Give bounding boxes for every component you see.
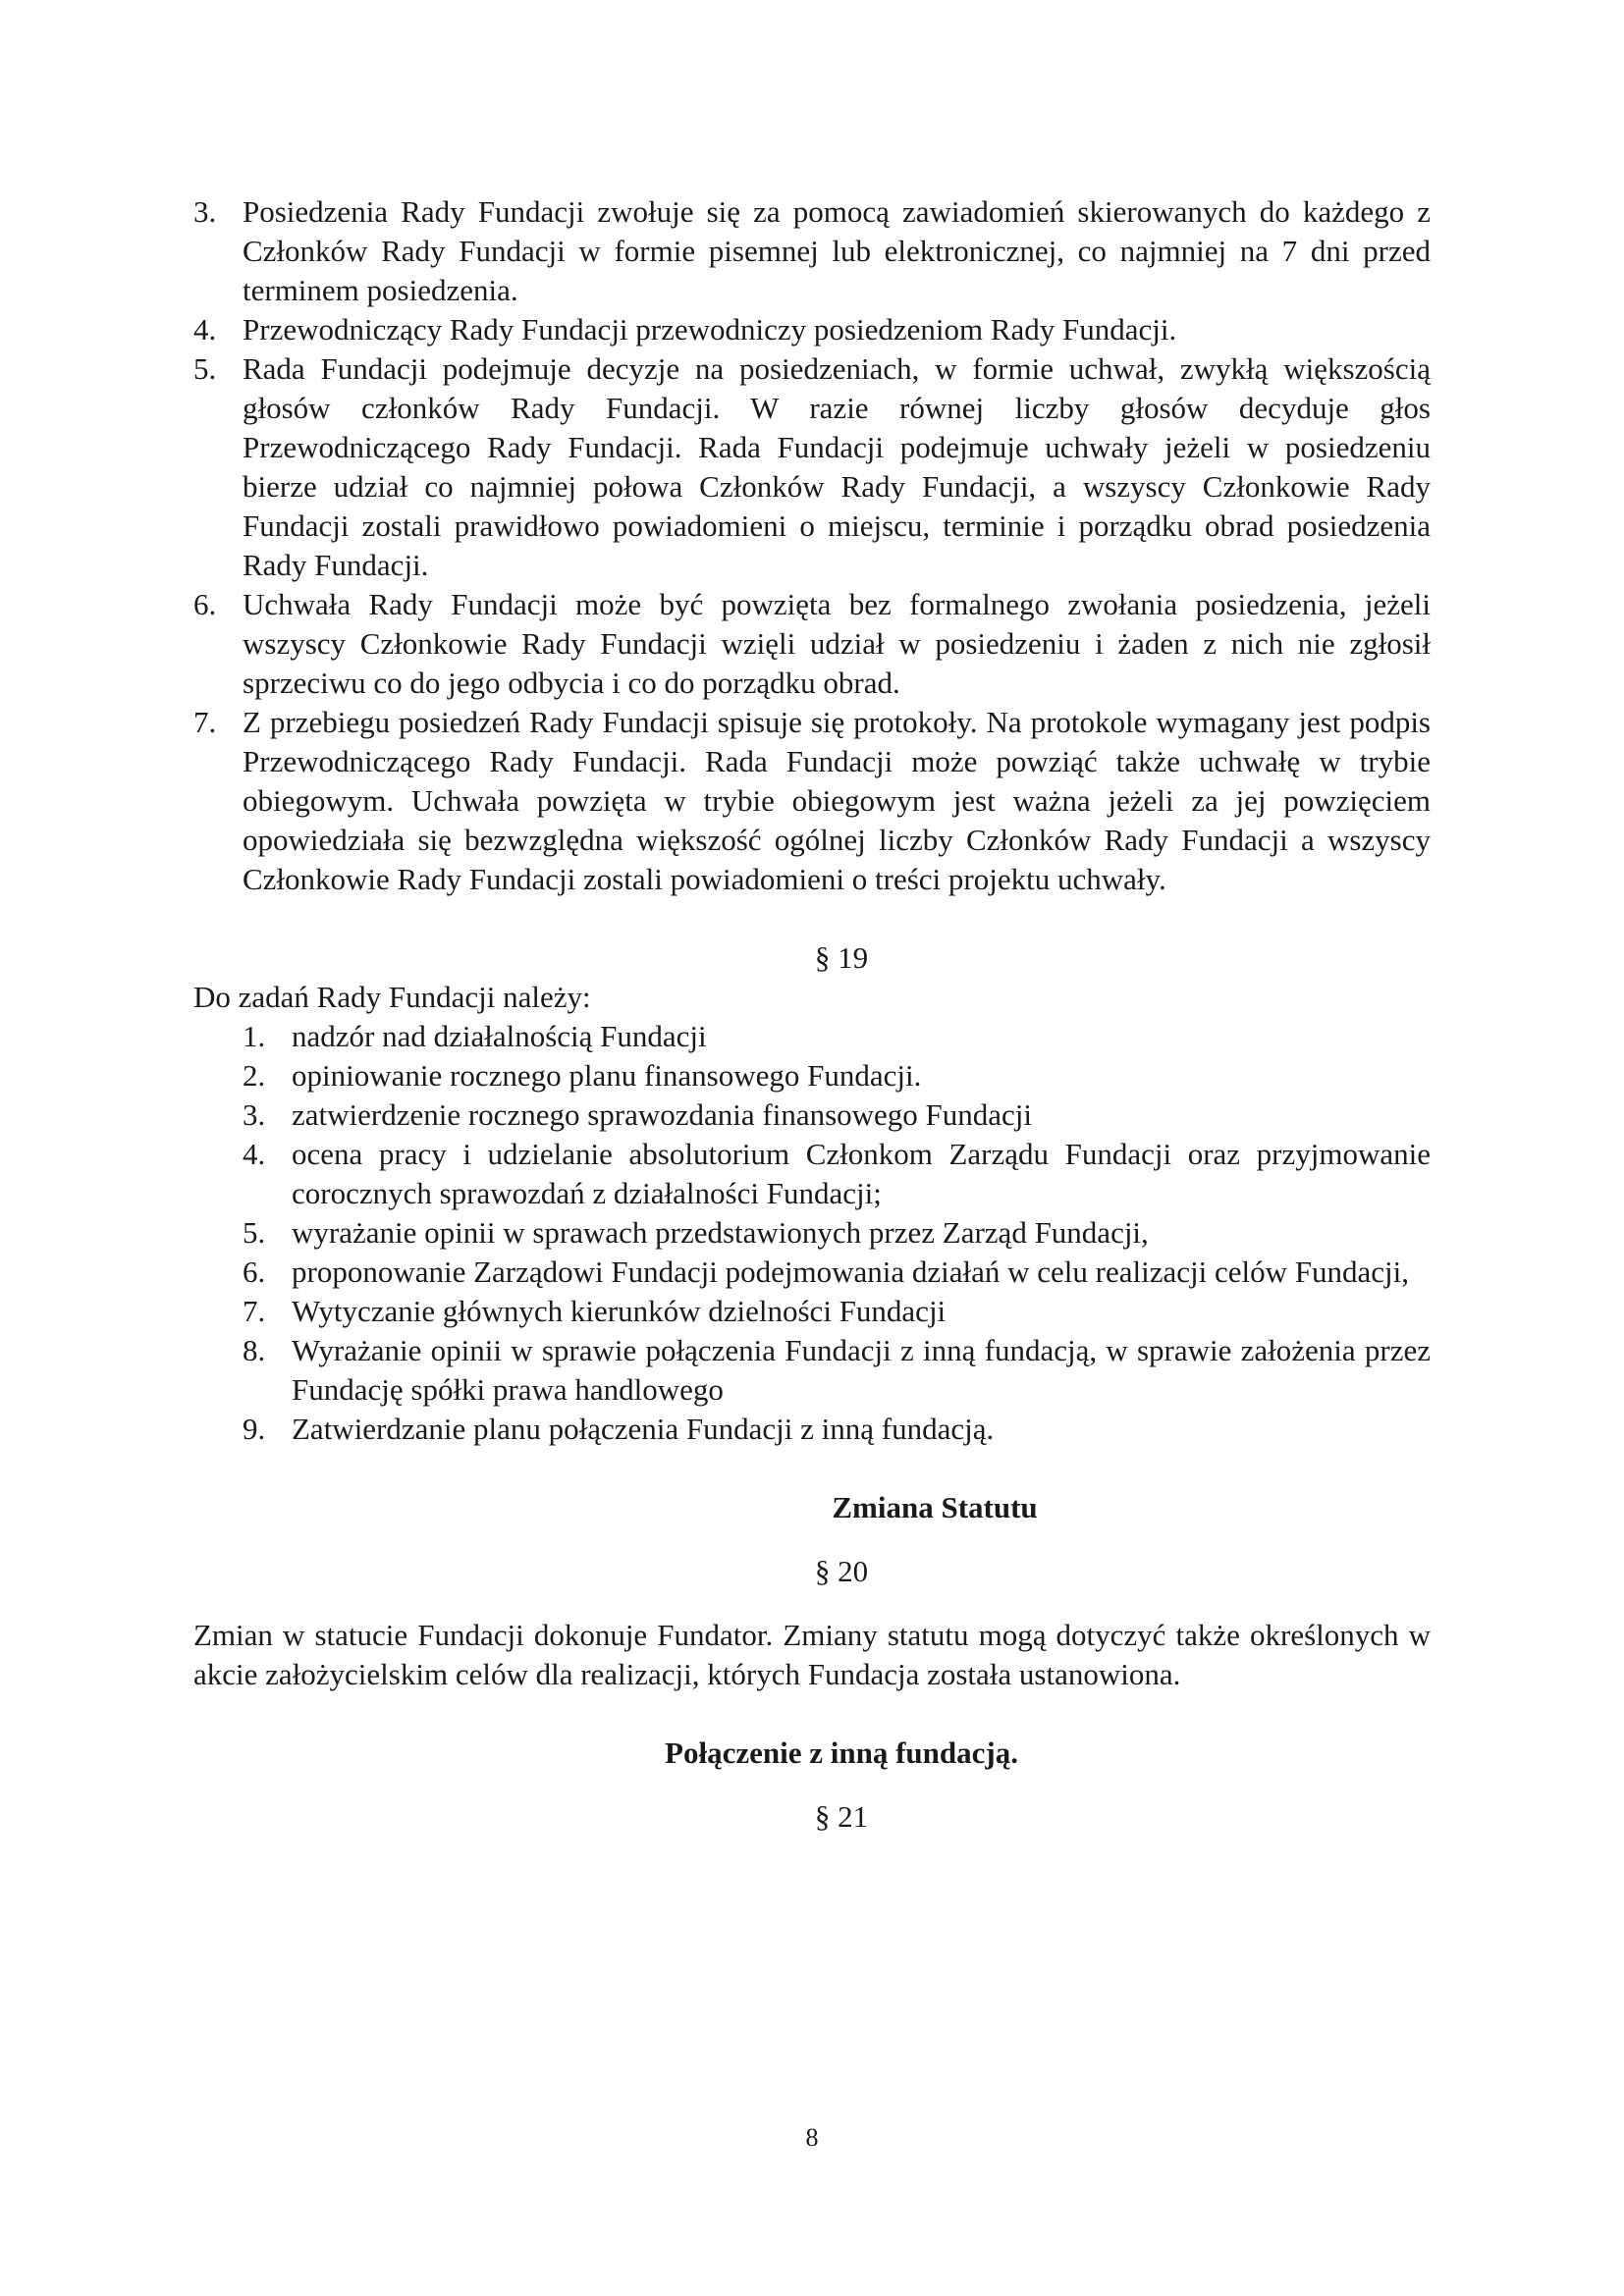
item-number: 6.: [243, 1255, 266, 1289]
list-item: [193, 1331, 1431, 1410]
list-item: [193, 1135, 1431, 1213]
item-text: Uchwała Rady Fundacji może być powzięta bez formalnego zwołania posiedzenia, jeżeli wszyscy Członkowie Rady Fundacji wzięli udział w posiedzeniu i żaden z nich nie zgłosił sprzeciwu co do jego odbycia i co do porządku obrad.: [243, 587, 1431, 700]
list-item: [193, 1095, 1431, 1135]
item-number: 2.: [243, 1058, 266, 1093]
section-20-text: Zmian w statucie Fundacji dokonuje Fundator. Zmiany statutu mogą dotyczyć także określonych w akcie założycielskim celów dla realizacji, których Fundacja została ustanowiona.: [193, 1618, 1431, 1691]
item-text: Przewodniczący Rady Fundacji przewodniczy posiedzeniom Rady Fundacji.: [243, 312, 1177, 347]
item-number: 6.: [193, 587, 217, 621]
item-text: wyrażanie opinii w sprawach przedstawionych przez Zarząd Fundacji,: [292, 1215, 1149, 1250]
item-text: opiniowanie rocznego planu finansowego Fundacji.: [292, 1058, 922, 1093]
list-item: [193, 1410, 1431, 1449]
section-20-mark: § 20: [814, 1554, 869, 1588]
item-number: 9.: [243, 1412, 266, 1446]
section-19-mark: § 19: [814, 940, 869, 975]
list-item: [193, 585, 1431, 703]
item-text: Wytyczanie głównych kierunków dzielności Fundacji: [292, 1294, 947, 1328]
list-item: [193, 1213, 1431, 1253]
list-item: [193, 1253, 1431, 1292]
item-number: 7.: [243, 1294, 266, 1328]
item-text: Zatwierdzanie planu połączenia Fundacji z inną fundacją.: [292, 1412, 995, 1446]
item-number: 4.: [243, 1137, 266, 1171]
list-item: [193, 349, 1431, 585]
item-number: 1.: [243, 1019, 266, 1053]
list-item: [193, 310, 1431, 349]
section-21-mark: § 21: [814, 1799, 869, 1834]
section-18-list: [193, 192, 1431, 899]
item-text: proponowanie Zarządowi Fundacji podejmowania działań w celu realizacji celów Fundacji,: [292, 1255, 1409, 1289]
item-text: Rada Fundacji podejmuje decyzje na posiedzeniach, w formie uchwał, zwykłą większością głosów członków Rady Fundacji. W razie równej liczby głosów decyduje głos Przewodniczącego Rady Fundacji. Rada Fundacji podejmuje uchwały jeżeli w posiedzeniu bierze udział co najmniej połowa Członków Rady Fundacji, a wszyscy Członkowie Rady Fundacji zostali prawidłowo powiadomieni o miejscu, terminie i porządku obrad posiedzenia Rady Fundacji.: [243, 351, 1431, 582]
item-text: Wyrażanie opinii w sprawie połączenia Fundacji z inną fundacją, w sprawie założenia przez Fundację spółki prawa handlowego: [292, 1333, 1431, 1407]
item-number: 5.: [243, 1215, 266, 1250]
item-text: zatwierdzenie rocznego sprawozdania finansowego Fundacji: [292, 1097, 1033, 1132]
list-item: [193, 703, 1431, 899]
item-number: 3.: [243, 1097, 266, 1132]
document-page: [193, 192, 1431, 1837]
item-number: 8.: [243, 1333, 266, 1367]
section-21-heading: Połączenie z inną fundacją.: [665, 1735, 1018, 1770]
section-19-list: [193, 1017, 1431, 1449]
item-number: 3.: [193, 194, 217, 229]
item-number: 5.: [193, 351, 217, 386]
list-item: [193, 1017, 1431, 1056]
item-number: 7.: [193, 705, 217, 739]
section-19-intro: Do zadań Rady Fundacji należy:: [193, 980, 591, 1014]
item-number: 4.: [193, 312, 217, 347]
list-item: [193, 1056, 1431, 1095]
item-text: Posiedzenia Rady Fundacji zwołuje się za pomocą zawiadomień skierowanych do każdego z Członków Rady Fundacji w formie pisemnej lub elektronicznej, co najmniej na 7 dni przed terminem posiedzenia.: [243, 194, 1431, 307]
item-text: Z przebiegu posiedzeń Rady Fundacji spisuje się protokoły. Na protokole wymagany jest podpis Przewodniczącego Rady Fundacji. Rada Fundacji może powziąć także uchwałę w trybie obiegowym. Uchwała powzięta w trybie obiegowym jest ważna jeżeli za jej powzięciem opowiedziała się bezwzględna większość ogólnej liczby Członków Rady Fundacji a wszyscy Członkowie Rady Fundacji zostali powiadomieni o treści projektu uchwały.: [243, 705, 1431, 896]
list-item: [193, 1292, 1431, 1331]
list-item: [193, 192, 1431, 310]
page-number: 8: [805, 2123, 819, 2152]
item-text: ocena pracy i udzielanie absolutorium Członkom Zarządu Fundacji oraz przyjmowanie corocznych sprawozdań z działalności Fundacji;: [292, 1137, 1431, 1210]
item-text: nadzór nad działalnością Fundacji: [292, 1019, 707, 1053]
section-20-heading: Zmiana Statutu: [832, 1490, 1038, 1524]
